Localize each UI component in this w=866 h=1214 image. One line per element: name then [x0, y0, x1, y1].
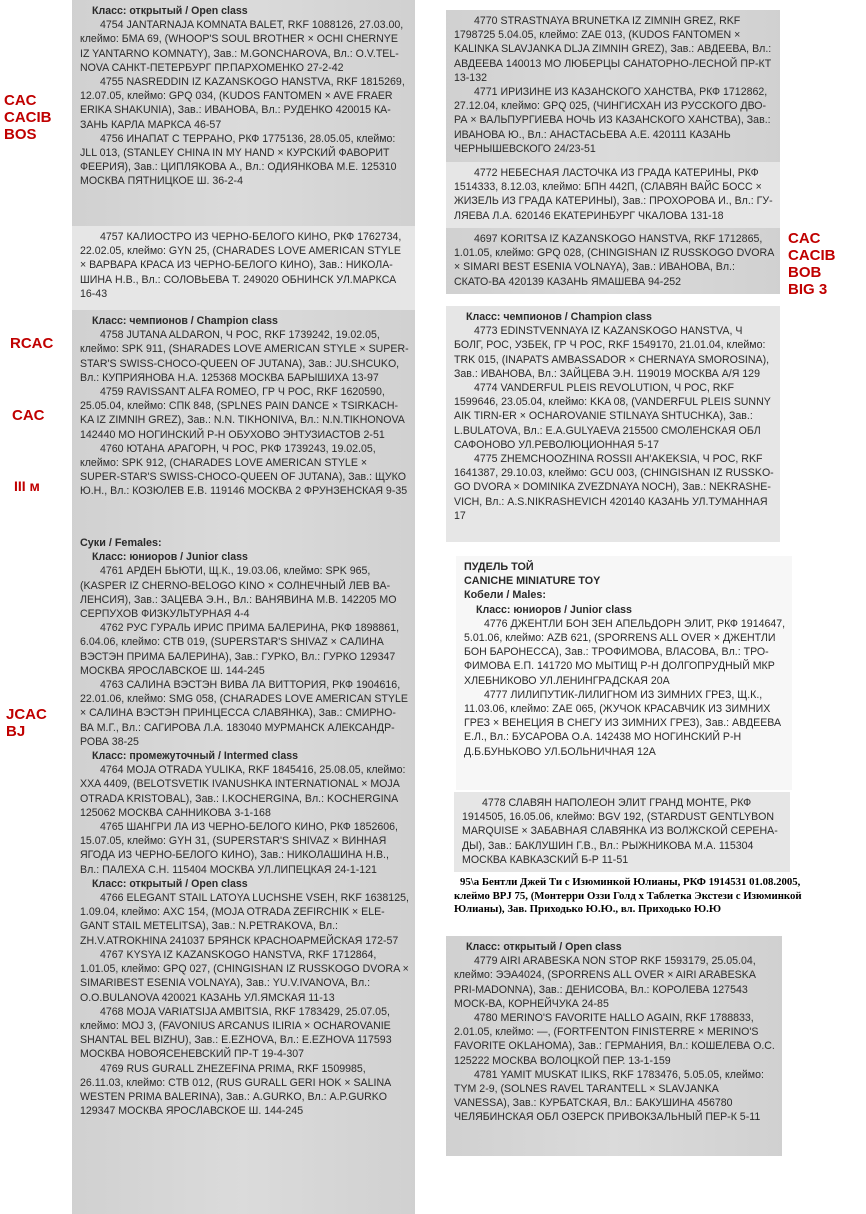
catalog-entry: 4756 ИНАПАТ С ТЕРРАНО, РКФ 1775136, 28.05.05, клеймо: JLL 013, (STANLEY CHINA IN MY HAND × КУРСКИЙ ФАВОРИТ ФЕЕРИЯ), Зав.: ЦИПЛЯКОВА А., Вл.: ОДИЯНКОВА М.Е. 125310 МОСКВА ПЯТНИЦКОЕ Ш. 36-2-4	[80, 132, 397, 188]
catalog-entry: 4761 АРДЕН БЬЮТИ, Щ.К., 19.03.06, клеймо: SPK 965, (KASPER IZ CHERNO-BELOGO KINO × СОЛНЕЧНЫЙ ЛЕВ ВА-ЛЕНСИЯ), Зав.: ЗАЦЕВА Э.Н., Вл.: ВАНЯВИНА М.В. 142205 МО СЕРПУХОВ ФИЗКУЛЬТУРНАЯ 4-4	[80, 565, 397, 621]
catalog-entry: 4697 KORITSA IZ KAZANSKOGO HANSTVA, RKF 1712865, 1.01.05, клеймо: GPQ 028, (CHINGISHAN IZ RUSSKOGO DVORA × SIMARI BEST ESENIA VOLNAYA), Зав.: ИВАНОВА, Вл.: СКАТО-ВА 420139 КАЗАНЬ ЯМАШЕВА 94-252	[454, 233, 774, 288]
catalog-entry: 4779 AIRI ARABESKA NON STOP RKF 1593179, 25.05.04, клеймо: ЭЭА4024, (SPORRENS ALL OVER × AIRI ARABESKA PRI-MADONNA), Зав.: ДЕНИСОВА, Вл.: КОРОЛЕВА 127543 МОСК-ВА, КОРНЕЙЧУКА 24-85	[454, 955, 756, 1010]
breed-title-foreign: CANICHE MINIATURE TOY	[464, 575, 601, 588]
award-label: BJ	[6, 723, 26, 740]
class-heading: Класс: чемпионов / Champion class	[466, 311, 652, 323]
award-label: BOS	[4, 126, 37, 143]
catalog-entry: 4763 САЛИНА ВЭСТЭН ВИВА ЛА ВИТТОРИЯ, РКФ 1904616, 22.01.06, клеймо: SMG 058, (CHARADES LOVE AMERICAN STYLE × САЛИНА ВЭСТЭН ПРИНЦЕССА СЛАВЯНКА), Зав.: СМИРНО-ВА М.Г., Вл.: САГИРОВА Л.А. 183040 МУРМАНСК АЛЕКСАНДР-РОВА 38-25	[80, 679, 408, 748]
award-label: CACIB	[4, 109, 52, 126]
class-heading: Класс: юниоров / Junior class	[92, 551, 248, 564]
catalog-entry: 4772 НЕБЕСНАЯ ЛАСТОЧКА ИЗ ГРАДА КАТЕРИНЫ, РКФ 1514333, 8.12.03, клеймо: БПН 442П, (СЛАВЯН ВАЙС БОСС × ЖИЗЕЛЬ ИЗ ГРАДА КАТЕРИНЫ), Зав.: ПРОХОРОВА И., Вл.: ГУ-ЛЯЕВА Л.А. 620146 ЕКАТЕРИНБУРГ ЧКАЛОВА 131-18	[454, 167, 773, 222]
award-label: CAC	[12, 407, 45, 424]
award-label: CAC	[788, 230, 821, 247]
catalog-entry: 4758 JUTANA ALDARON, Ч РОС, RKF 1739242, 19.02.05, клеймо: SPK 911, (SHARADES LOVE AMERICAN STYLE × SUPER-STAR'S SWISS-CHOCO-QUEEN OF JUTANA), Зав.: JU.SHCUKO, Вл.: КУПРИЯНОВА Н.А. 125368 МОСКВА БАРЫШИХА 13-97	[80, 329, 409, 384]
catalog-entry: 4777 ЛИЛИПУТИК-ЛИЛИГНОМ ИЗ ЗИМНИХ ГРЕЗ, Щ.К., 11.03.06, клеймо: ZAE 065, (ЖУЧОК КРАСАВЧИК ИЗ ЗИМНИХ ГРЕЗ × ВЕНЕЦИЯ В СНЕГУ ИЗ ЗИМНИХ ГРЕЗ), Зав.: АВДЕЕВА Е.Л., Вл.: БУСАРОВА О.А. 142438 МО НОГИНСКИЙ Р-Н Д.Б.БУНЬКОВО УЛ.БОЛЬНИЧНАЯ 12А	[464, 688, 782, 758]
catalog-block-4757	[72, 226, 415, 310]
catalog-entry: 4780 MERINO'S FAVORITE HALLO AGAIN, RKF 1788833, 2.01.05, клеймо: —, (FORTFENTON FINISTERRE × MERINO'S FAVORITE OKLAHOMA), Зав.: ГЕРМАНИЯ, Вл.: КОШЕЛЕВА О.С. 125222 МОСКВА ВОЛОЦКОЙ ПЕР. 13-1-159	[454, 1012, 775, 1067]
award-annotation	[10, 335, 53, 352]
award-annotation	[788, 230, 836, 298]
catalog-block-open-class-toy	[446, 936, 782, 1156]
award-label: RCAC	[10, 335, 54, 352]
catalog-block-champion-class-males	[72, 310, 415, 532]
catalog-entry: 4775 ZHEMCHOOZHINA ROSSII AH'AKEKSIA, Ч РОС, RKF 1641387, 29.10.03, клеймо: GCU 003, (CHINGISHAN IZ RUSSKO-GO DVORA × DOMINIKA ZVEZDNAYA NOCH), Зав.: NEKRASHE-VICH, Вл.: A.S.NIKRASHEVICH 420140 КАЗАНЬ УЛ.ТУМАННАЯ 17	[454, 453, 774, 522]
catalog-entry: 4754 JANTARNAJA KOMNATA BALET, RKF 1088126, 27.03.00, клеймо: БMA 69, (WHOOP'S SOUL BROTHER × OCHI CHERNYE IZ YANTARNO KOMNATY), Зав.: M.GONCHAROVA, Вл.: O.V.TEL-NOVA САНКТ-ПЕТЕРБУРГ ПР.ПАРХОМЕНКО 27-2-42	[80, 19, 404, 74]
award-label: CACIB	[788, 247, 836, 264]
award-label: BOB	[788, 264, 822, 281]
catalog-block-females	[72, 532, 415, 1214]
catalog-entry: 4764 MOJA OTRADA YULIKA, RKF 1845416, 25.08.05, клеймо: XXA 4409, (BELOTSVETIK IVANUSHKA INTERNATIONAL × MOJA OTRADA KRISTOBAL), Зав.: I.KOCHERGINA, Вл.: KOCHERGINA 125062 МОСКВА САННИКОВА 3-1-168	[80, 764, 406, 819]
catalog-entry: 4760 ЮТАНА АРАГОРН, Ч РОС, РКФ 1739243, 19.02.05, клеймо: SPK 912, (CHARADES LOVE AMERICAN STYLE × SUPER-STAR'S SWISS-CHOCO-QUEEN OF JUTANA), Зав.: ЩУКО Ю.Н., Вл.: КОЗЮЛЕВ Е.В. 119146 МОСКВА 2 ФРУНЗЕНСКАЯ 9-35	[80, 442, 408, 498]
breed-title: ПУДЕЛЬ ТОЙ	[464, 561, 534, 573]
catalog-block-4697	[446, 228, 780, 294]
catalog-entry: 4778 СЛАВЯН НАПОЛЕОН ЭЛИТ ГРАНД МОНТЕ, РКФ 1914505, 16.05.06, клеймо: BGV 192, (STARDUST GENTLYBON MARQUISE × ЗАБАВНАЯ СЛАВЯНКА ИЗ ВОЛЖСКОЙ СЕРЕНА-ДЫ), Зав.: БАКЛУШИН Г.В., Вл.: РЫЖНИКОВА М.А. 115304 МОСКВА КАВКАЗСКИЙ Б-Р 11-51	[462, 797, 778, 866]
section-heading: Кобели / Males:	[464, 589, 546, 602]
catalog-entry: 4766 ELEGANT STAIL LATOYA LUCHSHE VSEH, RKF 1638125, 1.09.04, клеймо: AXC 154, (MOJA OTRADA ZEFIRCHIK × ELE-GANT STAIL METELITSA), Зав.: N.PETRAKOVA, Вл.: ZH.V.ATROKHINA 241037 БРЯНСК КРАСНОАРМЕЙСКАЯ 172-57	[80, 892, 409, 947]
catalog-entry: 4773 EDINSTVENNAYA IZ KAZANSKOGO HANSTVA, Ч БОЛГ, РОС, УЗБЕК, ГР Ч РОС, RKF 1549170, 21.01.04, клеймо: TRK 015, (INAPATS AMBASSADOR × CHERNAYA SMOROSINA), Зав.: ИВАНОВА, Вл.: ЗАЙЦЕВА Э.Н. 119019 МОСКВА А/Я 129	[454, 325, 770, 380]
class-heading: Класс: юниоров / Junior class	[476, 603, 632, 616]
class-heading: Класс: открытый / Open class	[92, 5, 248, 17]
catalog-entry: 4765 ШАНГРИ ЛА ИЗ ЧЕРНО-БЕЛОГО КИНО, РКФ 1852606, 15.07.05, клеймо: GYH 31, (SUPERSTAR'S SHIVAZ × ВИННАЯ ЯГОДА ИЗ ЧЕРНО-БЕЛОГО КИНО), Зав.: НИКОЛАШИНА Н.В., Вл.: ПАЛЕХА С.Н. 115404 МОСКВА УЛ.ЛИПЕЦКАЯ 24-1-121	[80, 821, 398, 876]
award-annotation	[6, 706, 47, 740]
catalog-entry: 4781 YAMIT MUSKAT ILIKS, RKF 1783476, 5.05.05, клеймо: TYM 2-9, (SOLNES RAVEL TARANTELL × SLAVJANKA VANESSA), Зав.: КУРБАТСКАЯ, Вл.: БАКУШИНА 456780 ЧЕЛЯБИНСКАЯ ОБЛ ОЗЕРСК ПРИВОКЗАЛЬНЫЙ ПЕР-К 5-11	[454, 1068, 764, 1124]
award-annotation	[4, 92, 52, 143]
award-annotation	[12, 407, 45, 424]
catalog-entry: 4759 RAVISSANT ALFA ROMEO, ГР Ч РОС, RKF 1620590, 25.05.04, клеймо: СПК 848, (SPLNES PAIN DANCE × TSIRKACH-KA IZ ZIMNIH GREZ), Зав.: N.N. TIKHONIVA, Вл.: N.N.TIKHONOVA 142440 МО НОГИНСКИЙ Р-Н ОБУХОВО ЭНТУЗИАСТОВ 2-51	[80, 386, 405, 441]
catalog-entry: 4770 STRASTNAYA BRUNETKA IZ ZIMNIH GREZ, RKF 1798725 5.04.05, клеймо: ZAE 013, (KUDOS FANTOMEN × KALINKA SLAVJANKA DLJA ZIMNIH GREZ), Зав.: АВДЕЕВА, Вл.: АВДЕЕВА 140013 МО ЛЮБЕРЦЫ САНАТОРНО-ЛЕСНОЙ ПР-КТ 13-132	[454, 15, 772, 84]
award-label: CAC	[4, 92, 37, 109]
award-label: JCAC	[6, 706, 47, 723]
catalog-block-4772	[446, 162, 780, 228]
class-heading: Класс: чемпионов / Champion class	[92, 315, 278, 327]
catalog-entry: 4768 MOJA VARIATSIJA AMBITSIA, RKF 1783429, 25.07.05, клеймо: MOJ 3, (FAVONIUS ARCANUS ILIRIA × OCHAROVANIE SHANTAL BEL BIZHU), Зав.: E.EZHOVA, Вл.: E.EZHOVA 117593 МОСКВА НОВОЯСЕНЕВСКИЙ ПР-Т 19-4-307	[80, 1005, 392, 1061]
catalog-block-toy-poodle-junior	[456, 556, 792, 790]
handwritten-addition-note: 95\а Бентли Джей Ти с Изюминкой Юлианы, РКФ 1914531 01.08.2005, клеймо BPJ 75, (Монтерри Оззи Голд х Таблетка Экстези с Изюминкой Юлианы), Зав. Приходько Ю.Ю., вл. Приходько Ю.Ю	[450, 876, 810, 932]
class-heading: Класс: открытый / Open class	[92, 877, 248, 890]
catalog-entry: 4774 VANDERFUL PLEIS REVOLUTION, Ч РОС, RKF 1599646, 23.05.04, клеймо: KKA 08, (VANDERFUL PLEIS SUNNY AIK TIRN-ER × OCHAROVANIE STILNAYA SHTUCHKA), Зав.: L.BULATOVA, Вл.: E.A.GULYAEVA 215500 СМОЛЕНСКАЯ ОБЛ САФОНОВО УЛ.РЕВОЛЮЦИОННАЯ 5-17	[454, 382, 771, 451]
catalog-entry: 4755 NASREDDIN IZ KAZANSKOGO HANSTVA, RKF 1815269, 12.07.05, клеймо: GPQ 034, (KUDOS FANTOMEN × AVE FRAER ERIKA SHAKUNIA), Зав.: ИВАНОВА, Вл.: РУДЕНКО 420015 КА-ЗАНЬ КАРЛА МАРКСА 46-57	[80, 76, 405, 131]
catalog-entry: 4776 ДЖЕНТЛИ БОН ЗЕН АПЕЛЬДОРН ЭЛИТ, РКФ 1914647, 5.01.06, клеймо: AZB 621, (SPORRENS ALL OVER × ДЖЕНТЛИ БОН БАРОНЕССА), Зав.: ТРОФИМОВА, ВЛАСОВА, Вл.: ТРО-ФИМОВА Е.П. 141720 МО МЫТИЩ Р-Н ДОЛГОПРУДНЫЙ МКР ХЛЕБНИКОВО УЛ.ЛЕНИНГРАДСКАЯ 20А	[464, 617, 786, 687]
catalog-block-open-class-males	[72, 0, 415, 226]
catalog-entry: 4771 ИРИЗИНЕ ИЗ КАЗАНСКОГО ХАНСТВА, РКФ 1712862, 27.12.04, клеймо: GPQ 025, (ЧИНГИСХАН ИЗ РУССКОГО ДВО-РА × ВАЛЬПУРГИЕВА НОЧЬ ИЗ КАЗАНСКОГО ХАНСТВА), Зав.: ИВАНОВА Ю., Вл.: АНАСТАСЬЕВА А.Е. 420111 КАЗАНЬ ЧЕРНЫШЕВСКОГО 24/23-51	[454, 86, 771, 155]
catalog-block-4770-4771	[446, 10, 780, 162]
catalog-block-champion-class-females	[446, 306, 780, 542]
award-annotation	[14, 478, 40, 495]
award-label: BIG 3	[788, 281, 828, 298]
catalog-block-4778	[454, 792, 790, 872]
catalog-entry: 4767 KYSYA IZ KAZANSKOGO HANSTVA, RKF 1712864, 1.01.05, клеймо: GPQ 027, (CHINGISHAN IZ RUSSKOGO DVORA × SIMARIBEST ESENIA VOLNAYA), Зав.: YU.V.IVANOVA, Вл.: O.O.BULANOVA 420021 КАЗАНЬ УЛ.ЯМСКАЯ 11-13	[80, 948, 409, 1004]
section-heading: Суки / Females:	[80, 537, 162, 549]
catalog-entry: 4762 РУС ГУРАЛЬ ИРИС ПРИМА БАЛЕРИНА, РКФ 1898861, 6.04.06, клеймо: CTB 019, (SUPERSTAR'S SHIVAZ × САЛИНА ВЭСТЭН ПРИМА БАЛЕРИНА), Зав.: ГУРКО, Вл.: ГУРКО 129347 МОСКВА ЯРОСЛАВСКОЕ Ш. 144-245	[80, 622, 400, 677]
award-label: III м	[14, 478, 40, 494]
catalog-entry: 4757 КАЛИОСТРО ИЗ ЧЕРНО-БЕЛОГО КИНО, РКФ 1762734, 22.02.05, клеймо: GYN 25, (CHARADES LOVE AMERICAN STYLE × ВАРВАРА КРАСА ИЗ ЧЕРНО-БЕЛОГО КИНО), Зав.: НИКОЛА-ШИНА Н.В., Вл.: СОЛОВЬЕВА Т. 249020 ОБНИНСК УЛ.МАРКСА 16-43	[80, 231, 402, 300]
catalog-entry: 4769 RUS GURALL ZHEZEFINA PRIMA, RKF 1509985, 26.11.03, клеймо: CTB 012, (RUS GURALL GERI HOK × SALINA WESTEN PRIMA BALERINA), Зав.: A.GURKO, Вл.: A.P.GURKO 129347 МОСКВА ЯРОСЛАВСКОЕ Ш. 144-245	[80, 1062, 391, 1118]
class-heading: Класс: открытый / Open class	[466, 941, 622, 953]
class-heading: Класс: промежуточный / Intermed class	[92, 750, 299, 763]
